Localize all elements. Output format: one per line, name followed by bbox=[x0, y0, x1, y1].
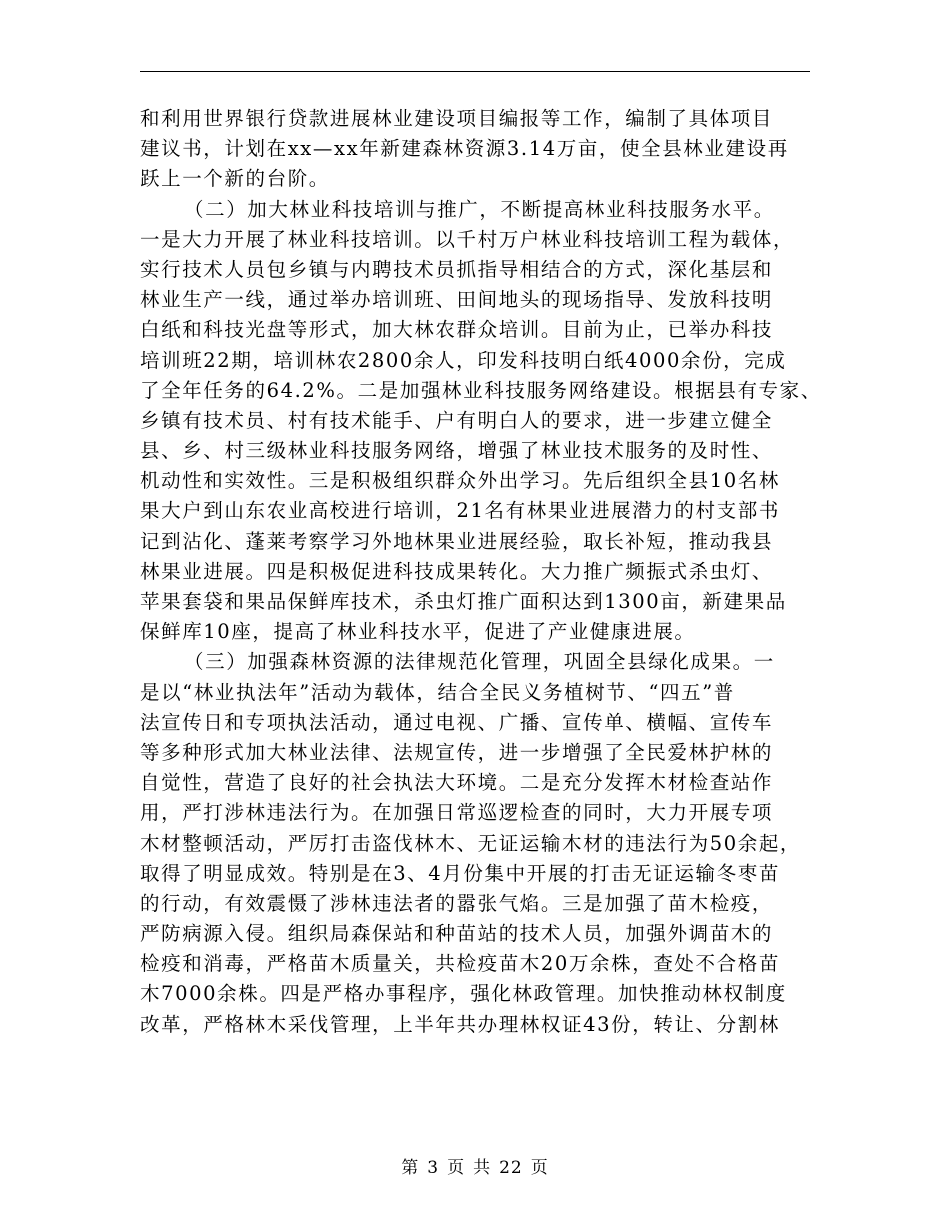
text-line: 改革，严格林木采伐管理，上半年共办理林权证43份，转让、分割林 bbox=[140, 1012, 780, 1036]
text-line: 了全年任务的64.2%。二是加强林业科技服务网络建设。根据县有专家、 bbox=[140, 378, 822, 402]
text-line: 木材整顿活动，严厉打击盗伐林木、无证运输木材的违法行为50余起， bbox=[140, 831, 802, 855]
text-line: 法宣传日和专项执法活动，通过电视、广播、宣传单、横幅、宣传车 bbox=[140, 710, 774, 734]
text-line: 一是大力开展了林业科技培训。以千村万户林业科技培训工程为载体， bbox=[140, 227, 795, 251]
section-heading-3: （三）加强森林资源的法律规范化管理，巩固全县绿化成果。一 bbox=[184, 650, 775, 674]
text-line: 严防病源入侵。组织局森保站和种苗站的技术人员，加强外调苗木的 bbox=[140, 922, 774, 946]
footer-gong: 共 bbox=[473, 1158, 492, 1178]
footer-di: 第 bbox=[401, 1158, 420, 1178]
section-heading-2: （二）加大林业科技培训与推广，不断提高林业科技服务水平。 bbox=[184, 197, 775, 221]
footer-ye: 页 bbox=[447, 1158, 466, 1178]
page-number: 3 bbox=[427, 1158, 440, 1178]
total-pages: 22 bbox=[499, 1158, 523, 1178]
text-line: 机动性和实效性。三是积极组织群众外出学习。先后组织全县10名林 bbox=[140, 469, 780, 493]
text-line: 记到沾化、蓬莱考察学习外地林果业进展经验，取长补短，推动我县 bbox=[140, 529, 774, 553]
page-footer bbox=[0, 1153, 950, 1178]
footer-ye-2: 页 bbox=[530, 1158, 549, 1178]
text-line: 林果业进展。四是积极促进科技成果转化。大力推广频振式杀虫灯、 bbox=[140, 559, 774, 583]
text-line: 县、乡、村三级林业科技服务网络，增强了林业技术服务的及时性、 bbox=[140, 439, 774, 463]
text-line: 白纸和科技光盘等形式，加大林农群众培训。目前为止，已举办科技 bbox=[140, 318, 774, 342]
text-line: 保鲜库10座，提高了林业科技水平，促进了产业健康进展。 bbox=[140, 620, 696, 644]
text-line: 的行动，有效震慑了涉林违法者的嚣张气焰。三是加强了苗木检疫， bbox=[140, 891, 774, 915]
text-line: 用，严打涉林违法行为。在加强日常巡逻检查的同时，大力开展专项 bbox=[140, 801, 774, 825]
text-line: 取得了明显成效。特别是在3、4月份集中开展的打击无证运输冬枣苗 bbox=[140, 861, 780, 885]
text-line: 木7000余株。四是严格办事程序，强化林政管理。加快推动林权制度 bbox=[140, 982, 787, 1006]
text-line: 乡镇有技术员、村有技术能手、户有明白人的要求，进一步建立健全 bbox=[140, 408, 774, 432]
text-line: 检疫和消毒，严格苗木质量关，共检疫苗木20万余株，查处不合格苗 bbox=[140, 952, 780, 976]
text-line: 等多种形式加大林业法律、法规宣传，进一步增强了全民爱林护林的 bbox=[140, 740, 774, 764]
text-line: 苹果套袋和果品保鲜库技术，杀虫灯推广面积达到1300亩，新建果品 bbox=[140, 590, 787, 613]
text-line: 果大户到山东农业高校进行培训，21名有林果业进展潜力的村支部书 bbox=[140, 499, 780, 523]
text-line: 林业生产一线，通过举办培训班、田间地头的现场指导、发放科技明 bbox=[140, 288, 774, 312]
text-line: 跃上一个新的台阶。 bbox=[140, 167, 330, 191]
text-line: 自觉性，营造了良好的社会执法大环境。二是充分发挥木材检查站作 bbox=[140, 771, 774, 795]
text-line: 实行技术人员包乡镇与内聘技术员抓指导相结合的方式，深化基层和 bbox=[140, 257, 774, 281]
text-line: 培训班22期，培训林农2800余人，印发科技明白纸4000余份，完成 bbox=[140, 348, 787, 372]
header-rule bbox=[140, 71, 810, 72]
text-line: 和利用世界银行贷款进展林业建设项目编报等工作，编制了具体项目 bbox=[140, 107, 774, 130]
text-line: 建议书，计划在xx—xx年新建森林资源3.14万亩，使全县林业建设再 bbox=[140, 137, 789, 161]
text-line: 是以“林业执法年”活动为载体，结合全民义务植树节、“四五”普 bbox=[140, 680, 735, 704]
body-text bbox=[140, 104, 820, 1040]
